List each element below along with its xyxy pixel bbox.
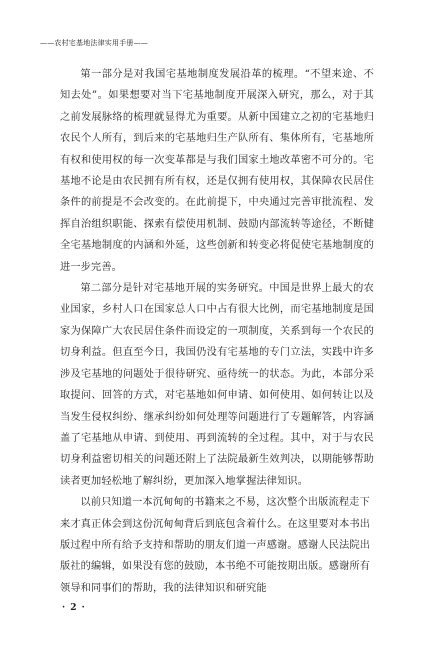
page-number: · 2 ·: [62, 603, 86, 613]
paragraph-part-one: 第一部分是对我国宅基地制度发展沿革的梳理。“不望来途、不知去处”。如果想要对当下宅基地制度开展深入研究，那么，对于其之前发展脉络的梳理就显得尤为重要。从新中国建立之初的宅基地归农民个人所有，到后来的宅基地归生产队所有、集体所有，宅基地所有权和使用权的每一次变革都是与我们国家土地改革密不可分的。宅基地不论是由农民拥有所有权，还是仅拥有使用权，其保障农民居住条件的前提是不会改变的。在此前提下，中央通过完善审批流程、发挥自治组织职能、探索有偿使用机制、鼓励内部流转等途径，不断健全宅基地制度的内涵和外延，这些创新和转变必将促使宅基地制度的进一步完善。: [60, 69, 374, 273]
paragraph-part-two: 第二部分是针对宅基地开展的实务研究。中国是世界上最大的农业国家，乡村人口在国家总人口中占有很大比例，而宅基地制度是国家为保障广大农民居住条件而设定的一项制度，关系到每一个农民的切身利益。但直至今日，我国仍没有宅基地的专门立法，实践中许多涉及宅基地的问题处于很待研究、亟待统一的状态。为此，本部分采取提问、回答的方式，对宅基地如何申请、如何使用、如何转让以及当发生侵权纠纷、继承纠纷如何处理等问题进行了专题解答，内容涵盖了宅基地从申请、到使用、再到流转的全过程。其中，对于与农民切身利益密切相关的问题还附上了法院最新生效判决，以期能够帮助读者更加轻松地了解纠纷，更加深入地掌握法律知识。: [60, 283, 374, 487]
body-text: [60, 64, 374, 599]
running-header: ——农村宅基地法律实用手册——: [40, 39, 148, 47]
paragraph-acknowledgements: 以前只知道一本沉甸甸的书籍来之不易，这次整个出版流程走下来才真正体会到这份沉甸甸背后到底包含着什么。在这里要对本书出版过程中所有给予支持和帮助的朋友们道一声感谢。感谢人民法院出版社的编辑，如果没有您的鼓励，本书绝不可能按期出版。感谢所有领导和同事们的帮助，我的法律知识和研究能: [60, 497, 371, 594]
